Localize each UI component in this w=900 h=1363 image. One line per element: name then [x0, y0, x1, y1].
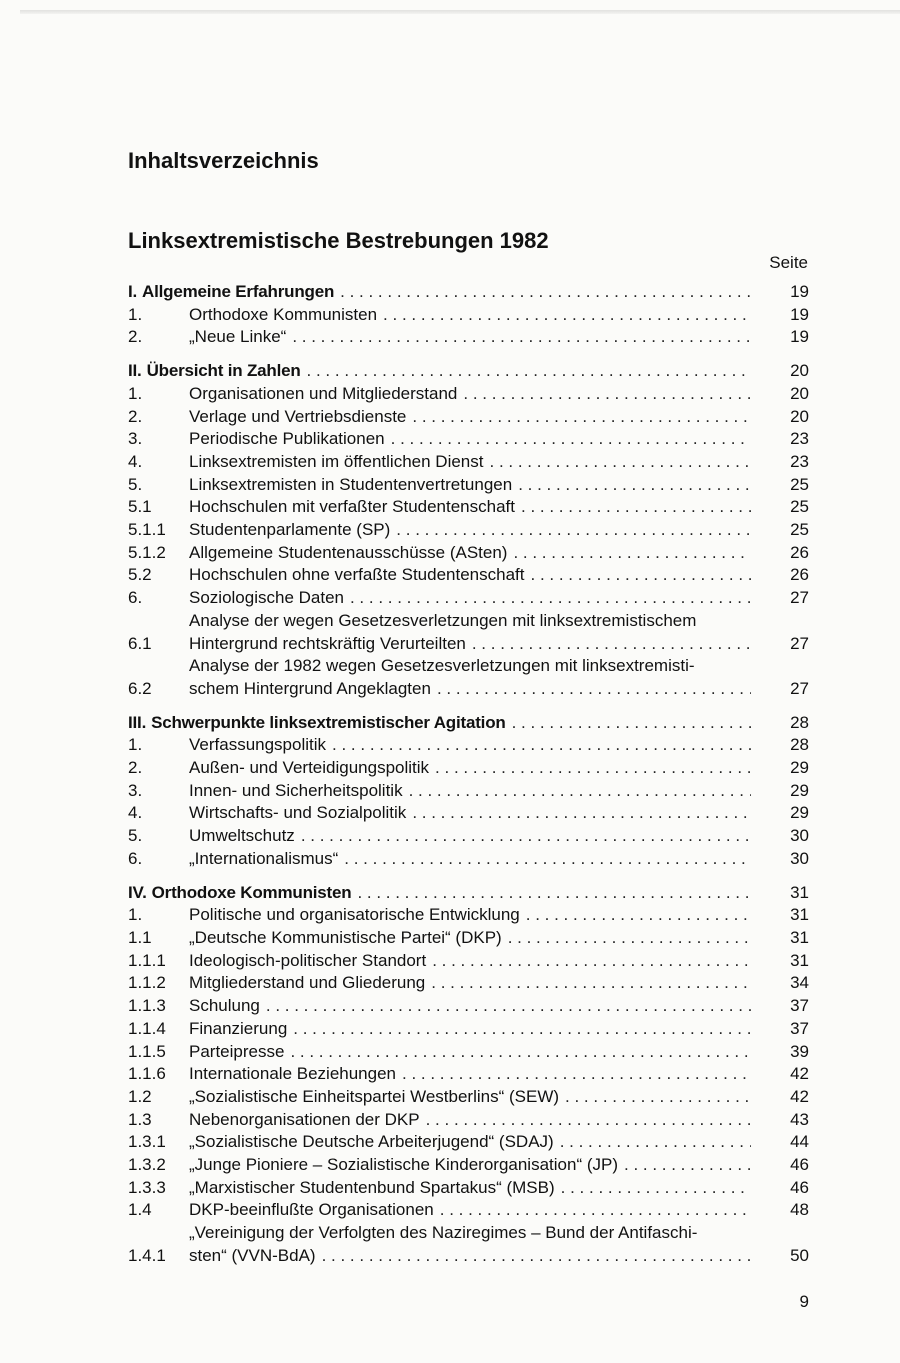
entry-number: 2. — [128, 327, 143, 347]
toc-entry[interactable] — [128, 519, 809, 542]
entry-body — [189, 1222, 809, 1267]
toc-entry[interactable] — [128, 1131, 809, 1154]
entry-title: „Marxistischer Studentenbund Spartakus“ (MSB) — [189, 1177, 555, 1197]
entry-title-line — [189, 304, 809, 327]
entry-body — [189, 802, 809, 825]
entry-number: 5.1 — [128, 497, 152, 517]
entry-number: 6.1 — [128, 633, 152, 653]
entry-title: Verfassungspolitik — [189, 735, 327, 755]
entry-body — [189, 757, 809, 780]
toc-entry[interactable] — [128, 610, 809, 655]
entry-title-line — [189, 1131, 809, 1154]
entry-number: 1.1 — [128, 927, 152, 947]
entry-number: 2. — [128, 758, 143, 778]
entry-number: 1.1.1 — [128, 950, 166, 970]
entry-title: Finanzierung — [189, 1018, 288, 1038]
entry-page-number: 28 — [790, 712, 809, 732]
entry-number: 5. — [128, 826, 143, 846]
entry-title-line — [189, 1245, 809, 1268]
dot-leader — [472, 633, 751, 656]
entry-title-line — [189, 451, 809, 474]
dot-leader — [560, 1131, 751, 1154]
entry-page-number: 30 — [790, 826, 809, 846]
entry-page-number: 23 — [790, 429, 809, 449]
entry-page-number: 25 — [790, 497, 809, 517]
entry-page-number: 44 — [790, 1132, 809, 1152]
entry-number: 3. — [128, 780, 143, 800]
entry-title: Allgemeine Studentenausschüsse (ASten) — [189, 542, 508, 562]
entry-page-number: 20 — [790, 406, 809, 426]
entry-number: 5.2 — [128, 565, 152, 585]
entry-body — [189, 383, 809, 406]
entry-number: 1.3 — [128, 1109, 152, 1129]
entry-body — [189, 1086, 809, 1109]
dot-leader — [561, 1177, 751, 1200]
entry-title-line — [189, 542, 809, 565]
toc-entry[interactable] — [128, 972, 809, 995]
entry-body — [189, 496, 809, 519]
entry-number: 1.2 — [128, 1086, 152, 1106]
dot-leader — [293, 1018, 751, 1041]
dot-leader — [344, 848, 751, 871]
entry-body — [189, 519, 809, 542]
section-heading: Linksextremistische Bestrebungen 1982 — [128, 228, 549, 253]
entry-title: Linksextremisten im öffentlichen Dienst — [189, 451, 484, 471]
toc-entry[interactable] — [128, 406, 809, 429]
entry-title-line — [189, 383, 809, 406]
entry-body — [189, 1154, 809, 1177]
entry-body — [189, 848, 809, 871]
entry-title-line — [189, 428, 809, 451]
toc-section-heading[interactable] — [128, 882, 809, 905]
dot-leader — [512, 712, 751, 735]
toc-entry[interactable] — [128, 1086, 809, 1109]
entry-page-number: 31 — [790, 950, 809, 970]
page-title: Inhaltsverzeichnis — [128, 148, 319, 173]
dot-leader — [350, 587, 751, 610]
entry-title-line — [189, 972, 809, 995]
entry-title-line — [189, 1199, 809, 1222]
entry-title-line — [189, 474, 809, 497]
toc-entry[interactable] — [128, 451, 809, 474]
entry-title: sten“ (VVN-BdA) — [189, 1245, 316, 1265]
entry-number: 1.1.6 — [128, 1064, 166, 1084]
dot-leader — [396, 519, 751, 542]
entry-number: 1.1.5 — [128, 1041, 166, 1061]
entry-number: 1. — [128, 905, 143, 925]
entry-page-number: 48 — [790, 1200, 809, 1220]
dot-leader — [518, 474, 751, 497]
dot-leader — [508, 927, 751, 950]
entry-body — [189, 995, 809, 1018]
toc-entry[interactable] — [128, 1109, 809, 1132]
entry-title: Nebenorganisationen der DKP — [189, 1109, 420, 1129]
toc-entry[interactable] — [128, 655, 809, 700]
dot-leader — [340, 281, 751, 304]
toc-entry[interactable] — [128, 587, 809, 610]
entry-title-line — [189, 326, 809, 349]
entry-number: 5.1.2 — [128, 542, 166, 562]
dot-leader — [357, 882, 751, 905]
entry-title: „Sozialistische Deutsche Arbeiterjugend“ (SDAJ) — [189, 1132, 554, 1152]
entry-number: 1.1.4 — [128, 1018, 166, 1038]
toc-entry[interactable] — [128, 825, 809, 848]
dot-leader — [440, 1199, 751, 1222]
entry-page-number: 39 — [790, 1041, 809, 1061]
entry-title-line — [189, 496, 809, 519]
entry-page-number: 25 — [790, 474, 809, 494]
entry-number: 1.3.1 — [128, 1132, 166, 1152]
entry-title-line — [189, 927, 809, 950]
dot-leader — [526, 904, 751, 927]
entry-body — [189, 428, 809, 451]
entry-page-number: 19 — [790, 282, 809, 301]
entry-page-number: 27 — [790, 678, 809, 698]
entry-title-line — [189, 406, 809, 429]
entry-page-number: 27 — [790, 633, 809, 653]
entry-title-line — [189, 587, 809, 610]
toc-group — [128, 360, 809, 701]
dot-leader — [565, 1086, 751, 1109]
entry-title-line — [189, 1063, 809, 1086]
entry-page-number: 34 — [790, 973, 809, 993]
entry-title-line — [189, 848, 809, 871]
entry-title: Wirtschafts- und Sozialpolitik — [189, 803, 407, 823]
entry-title-line — [189, 564, 809, 587]
entry-number: 5.1.1 — [128, 520, 166, 540]
dot-leader — [322, 1245, 751, 1268]
toc-group — [128, 281, 809, 349]
dot-leader — [290, 1041, 751, 1064]
toc-section-heading[interactable] — [128, 360, 809, 383]
entry-body — [189, 734, 809, 757]
entry-number: IV. — [128, 882, 147, 902]
entry-body — [189, 542, 809, 565]
entry-title-line — [147, 360, 809, 383]
entry-number: II. — [128, 361, 142, 381]
entry-title-line — [189, 995, 809, 1018]
entry-body — [189, 1199, 809, 1222]
entry-body — [189, 474, 809, 497]
toc-entry[interactable] — [128, 734, 809, 757]
entry-number: 6. — [128, 848, 143, 868]
entry-body — [189, 1131, 809, 1154]
toc-entry[interactable] — [128, 995, 809, 1018]
dot-leader — [490, 451, 752, 474]
entry-title-line — [189, 802, 809, 825]
entry-number: 1.3.3 — [128, 1177, 166, 1197]
entry-title: Ideologisch-politischer Standort — [189, 950, 427, 970]
entry-title-line — [142, 281, 809, 304]
toc-entry[interactable] — [128, 1018, 809, 1041]
entry-body — [189, 927, 809, 950]
dot-leader — [307, 360, 751, 383]
entry-title: Schulung — [189, 996, 260, 1016]
toc-entry[interactable] — [128, 496, 809, 519]
entry-title: Innen- und Sicherheitspolitik — [189, 780, 403, 800]
toc-entry[interactable] — [128, 927, 809, 950]
entry-number: III. — [128, 712, 147, 732]
entry-number: I. — [128, 282, 138, 301]
entry-title-first-line: „Vereinigung der Verfolgten des Naziregimes – Bund der Antifaschi- — [189, 1223, 698, 1243]
entry-page-number: 42 — [790, 1064, 809, 1084]
entry-page-number: 25 — [790, 520, 809, 540]
toc-entry[interactable] — [128, 1177, 809, 1200]
entry-number: 1.4 — [128, 1200, 152, 1220]
entry-body — [189, 610, 809, 655]
page-column-label: Seite — [769, 253, 808, 272]
entry-page-number: 23 — [790, 451, 809, 471]
entry-title-line — [189, 904, 809, 927]
entry-page-number: 31 — [790, 882, 809, 902]
entry-title: Parteipresse — [189, 1041, 285, 1061]
entry-body — [142, 281, 809, 304]
entry-number: 6.2 — [128, 678, 152, 698]
toc-entry[interactable] — [128, 326, 809, 349]
entry-body — [152, 882, 809, 905]
entry-title: Verlage und Vertriebsdienste — [189, 406, 407, 426]
table-of-contents — [128, 281, 809, 1279]
entry-title: schem Hintergrund Angeklagten — [189, 678, 431, 698]
entry-page-number: 29 — [790, 803, 809, 823]
toc-entry[interactable] — [128, 1199, 809, 1222]
entry-number: 1. — [128, 383, 143, 403]
toc-entry[interactable] — [128, 304, 809, 327]
dot-leader — [412, 802, 751, 825]
entry-number: 2. — [128, 406, 143, 426]
entry-number: 5. — [128, 474, 143, 494]
entry-page-number: 29 — [790, 758, 809, 778]
dot-leader — [435, 757, 751, 780]
dot-leader — [437, 678, 751, 701]
dot-leader — [513, 542, 751, 565]
entry-number: 4. — [128, 803, 143, 823]
toc-entry[interactable] — [128, 950, 809, 973]
toc-entry[interactable] — [128, 1154, 809, 1177]
toc-entry[interactable] — [128, 904, 809, 927]
dot-leader — [426, 1109, 751, 1132]
entry-title: Mitgliederstand und Gliederung — [189, 973, 426, 993]
entry-title: Hochschulen mit verfaßter Studentenschaft — [189, 497, 515, 517]
entry-body — [189, 1063, 809, 1086]
entry-title: Hintergrund rechtskräftig Verurteilten — [189, 633, 466, 653]
entry-title: Allgemeine Erfahrungen — [142, 282, 335, 301]
entry-page-number: 43 — [790, 1109, 809, 1129]
entry-page-number: 26 — [790, 565, 809, 585]
dot-leader — [431, 972, 751, 995]
entry-body — [189, 451, 809, 474]
entry-title: Orthodoxe Kommunisten — [189, 304, 378, 324]
entry-title: Periodische Publikationen — [189, 429, 385, 449]
entry-title-line — [189, 1018, 809, 1041]
entry-number: 1.3.2 — [128, 1155, 166, 1175]
toc-group — [128, 712, 809, 871]
entry-number: 1.1.3 — [128, 996, 166, 1016]
toc-entry[interactable] — [128, 564, 809, 587]
entry-body — [189, 1177, 809, 1200]
entry-body — [189, 1018, 809, 1041]
dot-leader — [383, 304, 751, 327]
entry-body — [189, 406, 809, 429]
entry-title: „Junge Pioniere – Sozialistische Kinderorganisation“ (JP) — [189, 1155, 618, 1175]
entry-page-number: 46 — [790, 1155, 809, 1175]
toc-section-heading[interactable] — [128, 281, 809, 304]
entry-page-number: 29 — [790, 780, 809, 800]
entry-number: 1.4.1 — [128, 1245, 166, 1265]
entry-number: 1. — [128, 304, 143, 324]
entry-title: Internationale Beziehungen — [189, 1064, 396, 1084]
entry-body — [147, 360, 809, 383]
entry-page-number: 46 — [790, 1177, 809, 1197]
entry-number: 6. — [128, 588, 143, 608]
entry-body — [189, 304, 809, 327]
entry-title: Umweltschutz — [189, 826, 295, 846]
entry-body — [189, 825, 809, 848]
entry-body — [189, 564, 809, 587]
entry-title-line — [189, 950, 809, 973]
entry-title: Außen- und Verteidigungspolitik — [189, 758, 430, 778]
entry-body — [189, 904, 809, 927]
dot-leader — [624, 1154, 751, 1177]
entry-body — [189, 950, 809, 973]
entry-page-number: 20 — [790, 361, 809, 381]
toc-entry[interactable] — [128, 383, 809, 406]
entry-title: Orthodoxe Kommunisten — [151, 882, 352, 902]
dot-leader — [531, 564, 752, 587]
entry-title-first-line: Analyse der 1982 wegen Gesetzesverletzungen mit linksextremisti- — [189, 656, 695, 676]
dot-leader — [391, 428, 751, 451]
entry-title-line — [189, 1109, 809, 1132]
dot-leader — [266, 995, 751, 1018]
entry-title-line — [189, 1154, 809, 1177]
entry-number: 3. — [128, 429, 143, 449]
entry-title: DKP-beeinflußte Organisationen — [189, 1200, 434, 1220]
toc-entry[interactable] — [128, 1222, 809, 1267]
toc-entry[interactable] — [128, 1063, 809, 1086]
entry-title: Politische und organisatorische Entwicklung — [189, 905, 520, 925]
entry-page-number: 28 — [790, 735, 809, 755]
entry-page-number: 37 — [790, 1018, 809, 1038]
dot-leader — [409, 780, 751, 803]
entry-title-line — [189, 1086, 809, 1109]
entry-body — [189, 1109, 809, 1132]
entry-page-number: 50 — [790, 1245, 809, 1265]
toc-entry[interactable] — [128, 474, 809, 497]
entry-title: Studentenparlamente (SP) — [189, 520, 391, 540]
dot-leader — [402, 1063, 751, 1086]
entry-title-first-line: Analyse der wegen Gesetzesverletzungen mit linksextremistischem — [189, 610, 697, 630]
entry-page-number: 42 — [790, 1086, 809, 1106]
entry-body — [151, 712, 809, 735]
toc-entry[interactable] — [128, 848, 809, 871]
toc-section-heading[interactable] — [128, 712, 809, 735]
entry-body — [189, 972, 809, 995]
entry-title-line — [189, 1177, 809, 1200]
toc-entry[interactable] — [128, 542, 809, 565]
entry-page-number: 27 — [790, 588, 809, 608]
toc-entry[interactable] — [128, 428, 809, 451]
dot-leader — [463, 383, 751, 406]
entry-title-line — [189, 825, 809, 848]
dot-leader — [332, 734, 751, 757]
entry-body — [189, 655, 809, 700]
entry-title: Linksextremisten in Studentenvertretungen — [189, 474, 513, 494]
dot-leader — [412, 406, 751, 429]
entry-title-line — [189, 519, 809, 542]
entry-title-line — [189, 678, 809, 701]
entry-title-line — [189, 780, 809, 803]
entry-page-number: 31 — [790, 927, 809, 947]
entry-number: 1. — [128, 735, 143, 755]
entry-title-line — [189, 633, 809, 656]
entry-title-line — [189, 1041, 809, 1064]
entry-page-number: 20 — [790, 383, 809, 403]
entry-title: „Deutsche Kommunistische Partei“ (DKP) — [189, 927, 502, 947]
toc-entry[interactable] — [128, 802, 809, 825]
entry-title: „Neue Linke“ — [189, 327, 287, 347]
page-top-edge — [20, 10, 900, 14]
entry-number: 1.1.2 — [128, 973, 166, 993]
entry-page-number: 31 — [790, 905, 809, 925]
dot-leader — [521, 496, 751, 519]
toc-group — [128, 882, 809, 1268]
entry-page-number: 26 — [790, 542, 809, 562]
entry-title: Schwerpunkte linksextremistischer Agitation — [151, 712, 506, 732]
entry-title: Übersicht in Zahlen — [146, 361, 301, 381]
entry-title-line — [189, 757, 809, 780]
entry-body — [189, 780, 809, 803]
entry-title-line — [152, 882, 809, 905]
dot-leader — [292, 326, 751, 349]
entry-body — [189, 1041, 809, 1064]
dot-leader — [432, 950, 751, 973]
entry-page-number: 19 — [790, 304, 809, 324]
entry-title: Soziologische Daten — [189, 588, 344, 608]
entry-title: „Sozialistische Einheitspartei Westberlins“ (SEW) — [189, 1086, 560, 1106]
entry-body — [189, 587, 809, 610]
entry-title: „Internationalismus“ — [189, 848, 339, 868]
entry-title-line — [189, 734, 809, 757]
entry-page-number: 37 — [790, 996, 809, 1016]
entry-page-number: 19 — [790, 327, 809, 347]
footer-page-number: 9 — [799, 1292, 809, 1311]
entry-title: Hochschulen ohne verfaßte Studentenschaft — [189, 565, 525, 585]
dot-leader — [301, 825, 751, 848]
entry-title-line — [151, 712, 809, 735]
toc-entry[interactable] — [128, 780, 809, 803]
entry-title: Organisationen und Mitgliederstand — [189, 383, 458, 403]
toc-entry[interactable] — [128, 1041, 809, 1064]
entry-page-number: 30 — [790, 848, 809, 868]
entry-number: 4. — [128, 451, 143, 471]
toc-entry[interactable] — [128, 757, 809, 780]
entry-body — [189, 326, 809, 349]
